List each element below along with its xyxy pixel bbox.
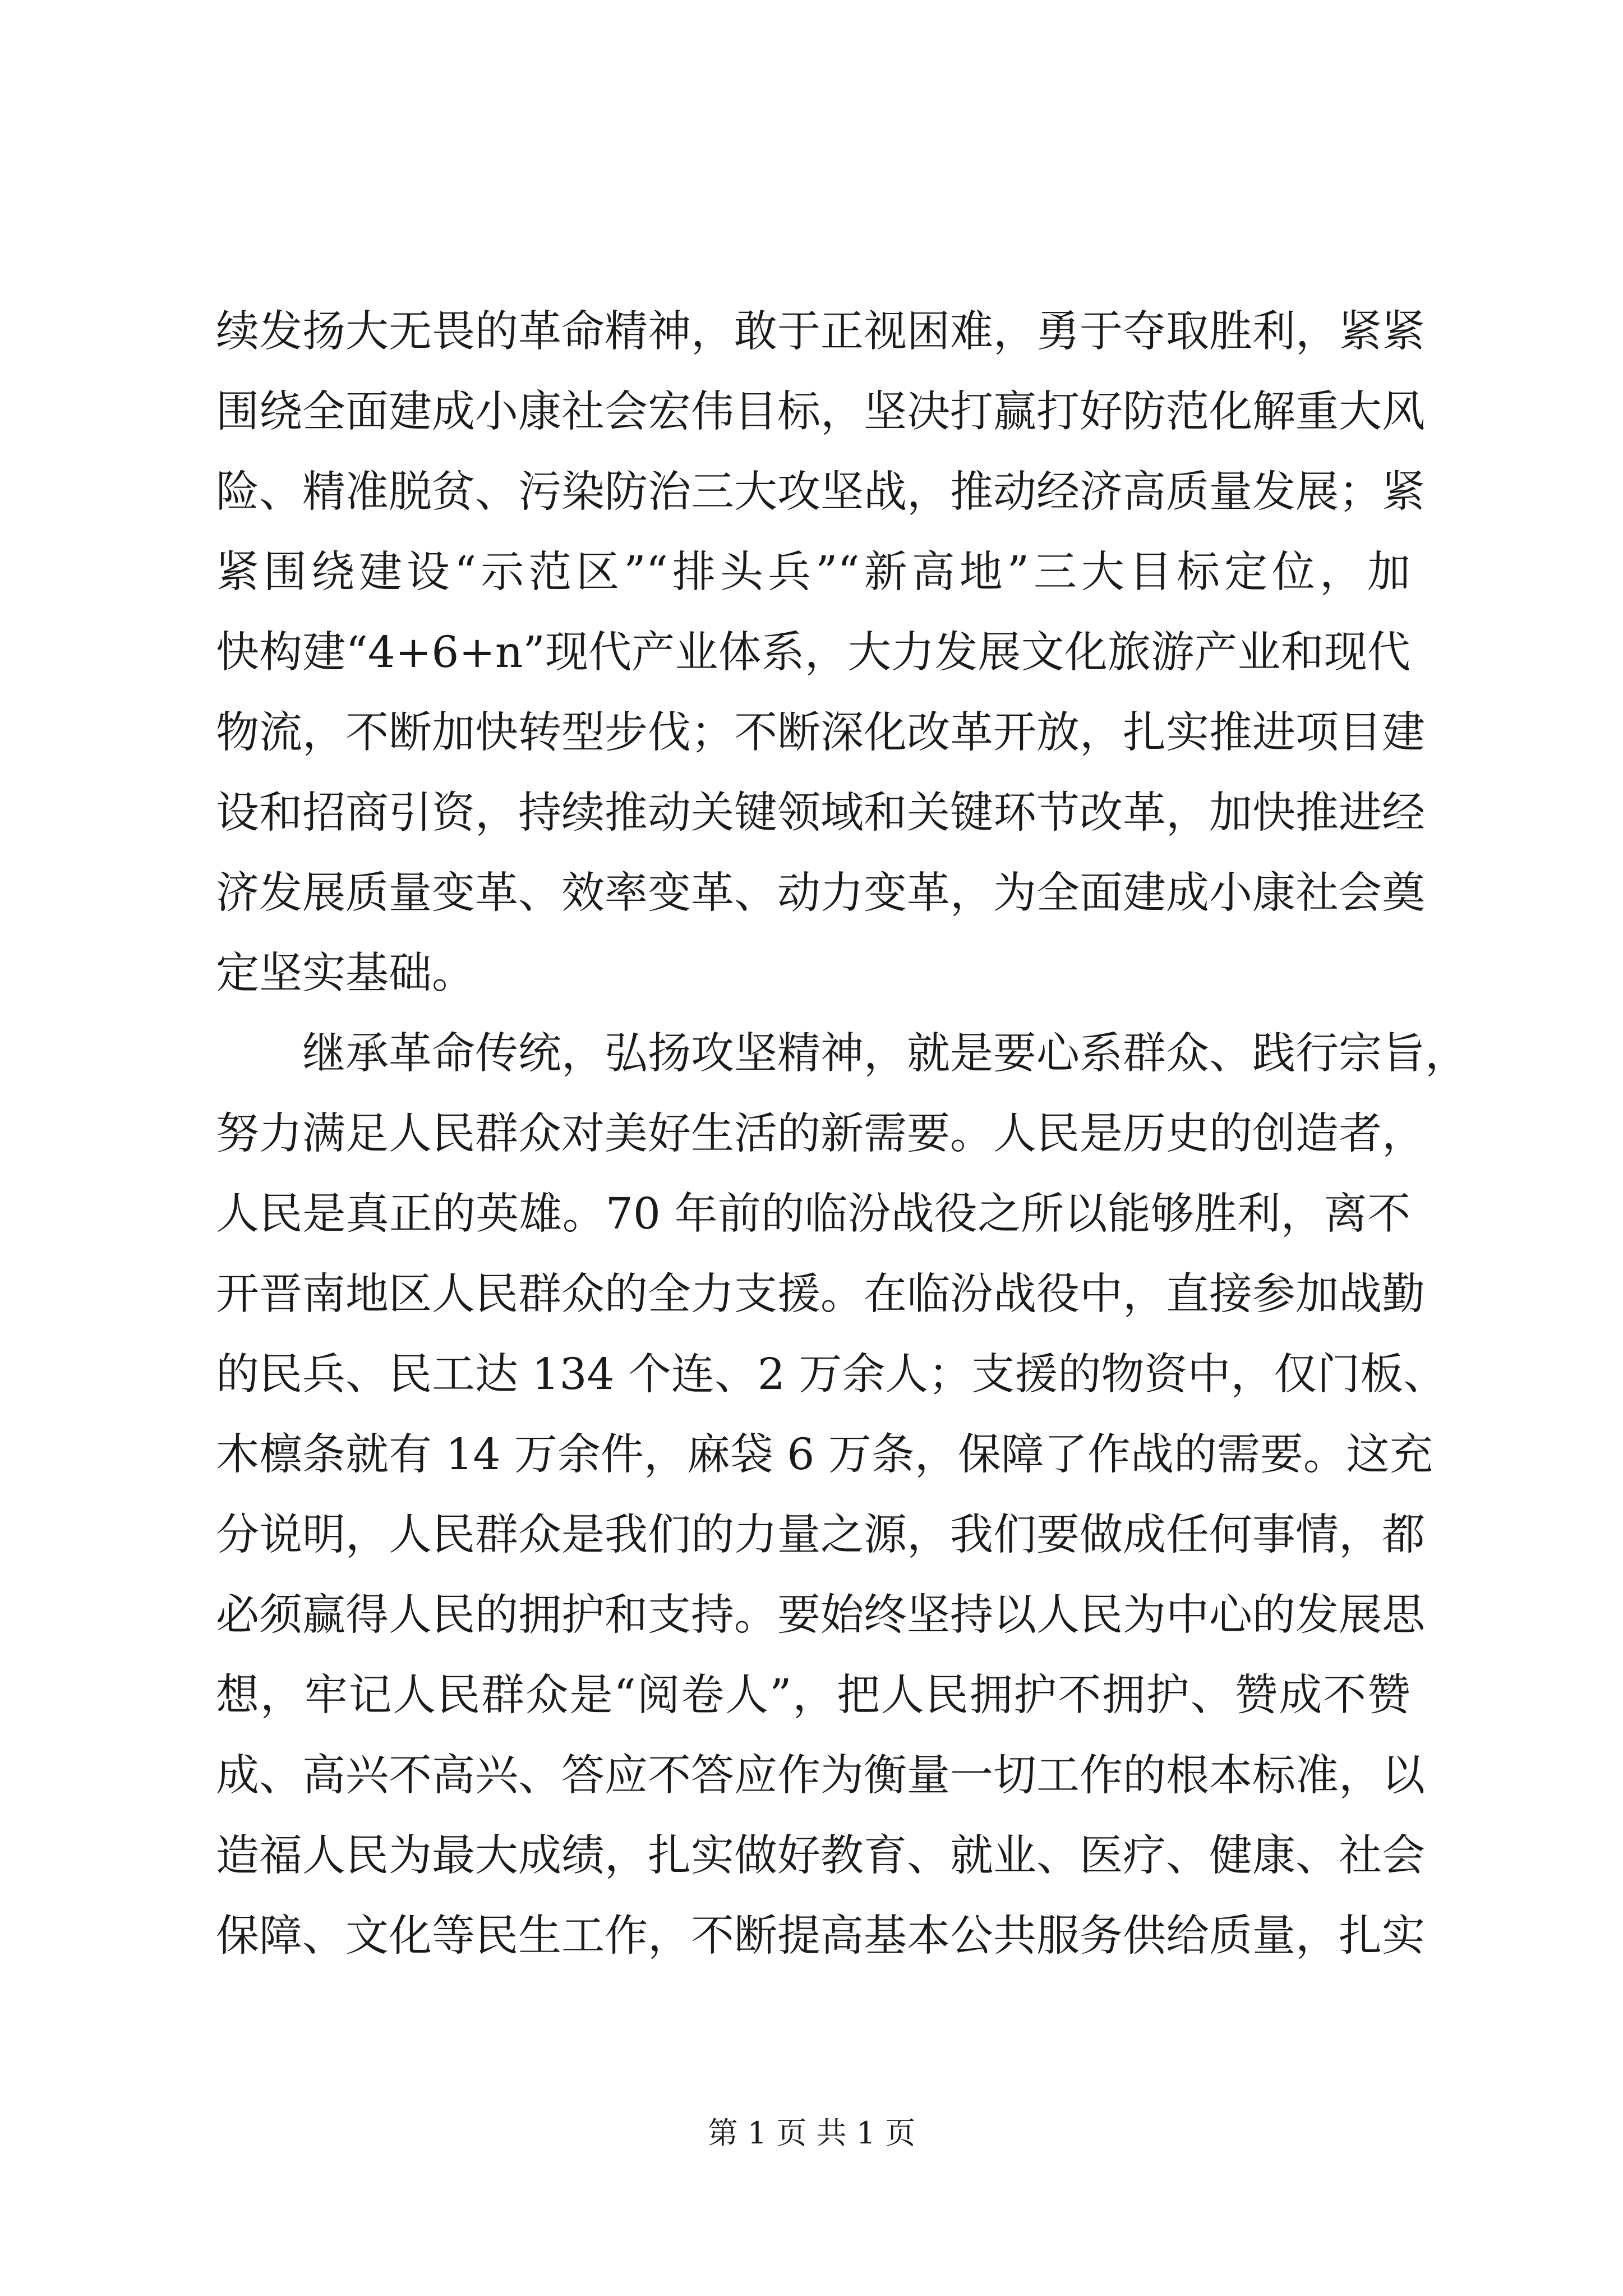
text-line: 设和招商引资，持续推动关键领域和关键环节改革，加快推进经 bbox=[216, 788, 1425, 838]
text-line: 定坚实基础。 bbox=[216, 949, 475, 999]
text-line: 险、精准脱贫、污染防治三大攻坚战，推动经济高质量发展；紧 bbox=[216, 467, 1425, 517]
text-line: 努力满足人民群众对美好生活的新需要。人民是历史的创造者， bbox=[216, 1109, 1425, 1159]
document-body bbox=[216, 292, 1468, 1976]
text-line: 济发展质量变革、效率变革、动力变革，为全面建成小康社会奠 bbox=[216, 868, 1425, 918]
text-line: 木檩条就有 14 万余件，麻袋 6 万条，保障了作战的需要。这充 bbox=[216, 1430, 1433, 1480]
text-line: 继承革命传统，弘扬攻坚精神，就是要心系群众、践行宗旨， bbox=[302, 1029, 1468, 1079]
text-line: 物流，不断加快转型步伐；不断深化改革开放，扎实推进项目建 bbox=[216, 708, 1425, 758]
text-line: 必须赢得人民的拥护和支持。要始终坚持以人民为中心的发展思 bbox=[216, 1590, 1425, 1640]
text-line: 快构建“4+6+n”现代产业体系，大力发展文化旅游产业和现代 bbox=[216, 628, 1410, 678]
text-line: 的民兵、民工达 134 个连、2 万余人；支援的物资中，仅门板、 bbox=[216, 1350, 1447, 1400]
text-line: 续发扬大无畏的革命精神，敢于正视困难，勇于夺取胜利，紧紧 bbox=[216, 307, 1425, 357]
text-line: 人民是真正的英雄。70 年前的临汾战役之所以能够胜利，离不 bbox=[216, 1189, 1410, 1239]
paragraph-2 bbox=[216, 1014, 1468, 1976]
text-line: 成、高兴不高兴、答应不答应作为衡量一切工作的根本标准，以 bbox=[216, 1751, 1425, 1801]
page-number-label: 第 1 页 共 1 页 bbox=[707, 2115, 916, 2151]
text-line: 想，牢记人民群众是“阅卷人”，把人民拥护不拥护、赞成不赞 bbox=[216, 1671, 1410, 1720]
text-line: 开晋南地区人民群众的全力支援。在临汾战役中，直接参加战勤 bbox=[216, 1269, 1425, 1319]
text-line: 分说明，人民群众是我们的力量之源，我们要做成任何事情，都 bbox=[216, 1510, 1425, 1560]
text-line: 紧围绕建设“示范区”“排头兵”“新高地”三大目标定位，加 bbox=[216, 547, 1410, 597]
text-line: 围绕全面建成小康社会宏伟目标，坚决打赢打好防范化解重大风 bbox=[216, 387, 1425, 437]
text-line: 保障、文化等民生工作，不断提高基本公共服务供给质量，扎实 bbox=[216, 1911, 1425, 1961]
paragraph-1 bbox=[216, 292, 1425, 1014]
text-line: 造福人民为最大成绩，扎实做好教育、就业、医疗、健康、社会 bbox=[216, 1831, 1425, 1881]
page-footer bbox=[0, 2114, 1623, 2153]
